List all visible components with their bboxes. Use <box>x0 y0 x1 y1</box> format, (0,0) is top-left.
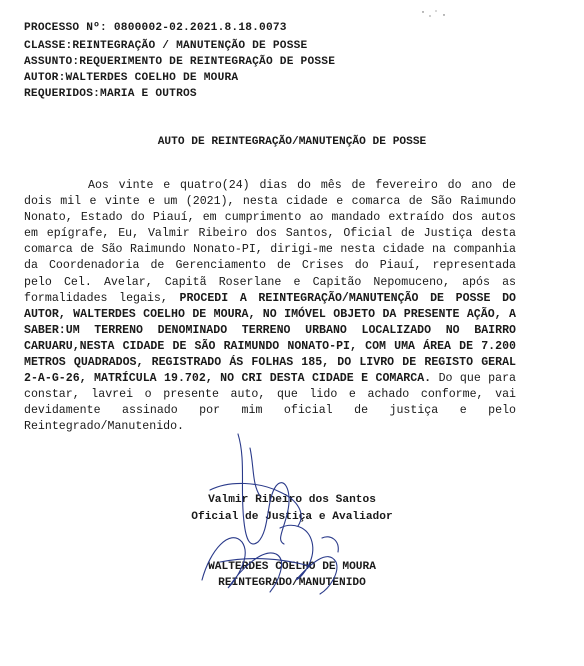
scan-speck-marks <box>420 8 450 20</box>
officer-name: Valmir Ribeiro dos Santos <box>208 494 376 506</box>
body-intro: Aos vinte e quatro(24) dias do mês de fevereiro do ano de dois mil e vinte e um (2021), nesta cidade e comarca de São Raimundo Nonato, Estado do Piauí, em cumprimento ao mandado extraído dos autos em epígrafe, Eu, Valmir Ribeiro dos Santos, Oficial de Justiça desta comarca de São Raimundo Nonato-PI, dirigi-me nesta cidade na companhia da Coordenadoria de Gerenciamento de Crises do Piauí, representada pelo Cel. Avelar, Capitã Roserlane e Capitão Nepomuceno, após as formalidades legais, <box>24 179 516 305</box>
plaintiff-role: REINTEGRADO/MANUTENIDO <box>218 577 366 589</box>
process-class: CLASSE:REINTEGRAÇÃO / MANUTENÇÃO DE POSSE <box>24 40 308 52</box>
process-author: AUTOR:WALTERDES COELHO DE MOURA <box>24 72 239 84</box>
process-subject: ASSUNTO:REQUERIMENTO DE REINTEGRAÇÃO DE POSSE <box>24 56 336 68</box>
plaintiff-name: WALTERDES COELHO DE MOURA <box>208 561 376 573</box>
document-title: AUTO DE REINTEGRAÇÃO/MANUTENÇÃO DE POSSE <box>157 136 427 148</box>
body-closing: Do que para constar, lavrei o presente auto, que lido e achado conforme, vai devidamente assinado por mim oficial de justiça e pelo Reintegrado/Manutenido. <box>24 372 517 434</box>
officer-role: Oficial de Justiça e Avaliador <box>191 511 393 523</box>
body-bold-decision: PROCEDI A REINTEGRAÇÃO/MANUTENÇÃO DE POSSE DO AUTOR, WALTERDES COELHO DE MOURA, NO IMÓVEL OBJETO DA PRESENTE AÇÃO, A SABER:UM TERRENO DENOMINADO TERRENO URBANO LOCALIZADO NO BAIRRO CARUARU,NESTA CIDADE DE SÃO RAIMUNDO NONATO-PI, COM UMA ÁREA DE 7.200 METROS QUADRADOS, REGISTRADO ÁS FOLHAS 185, DO LIVRO DE REGISTO GERAL 2-A-G-26, MATRÍCULA 19.702, NO CRI DESTA CIDADE E COMARCA. <box>24 291 516 386</box>
process-number: PROCESSO Nº: 0800002-02.2021.8.18.0073 <box>24 22 287 34</box>
document-body <box>24 178 516 436</box>
process-defendants: REQUERIDOS:MARIA E OUTROS <box>24 88 197 100</box>
